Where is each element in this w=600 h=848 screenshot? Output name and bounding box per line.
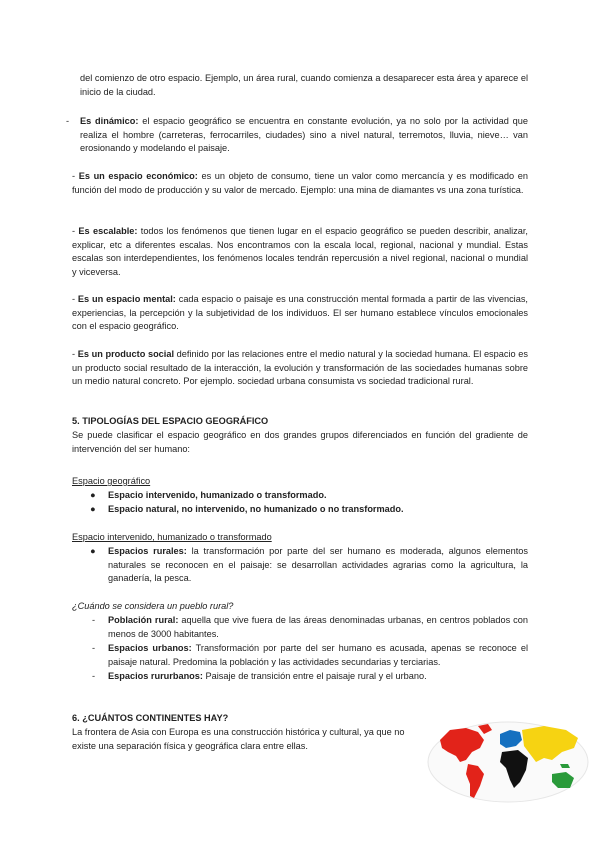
sub1-item-2: Espacio natural, no intervenido, no humanizado o no transformado. xyxy=(108,504,404,514)
dash-marker: - xyxy=(72,226,79,236)
feature-term: Es escalable: xyxy=(78,226,138,236)
dash-marker: - xyxy=(72,294,78,304)
dash-marker: - xyxy=(92,671,96,681)
feature-dinamico xyxy=(80,115,528,156)
feature-social xyxy=(72,348,528,389)
feature-text: definido por las relaciones entre el medio natural y la sociedad humana. El espacio es un producto social resultado de la interacción, la evolución y transformación de las sociedades humanas sobre un medio natural concreto. Por ejemplo. sociedad urbana consumista vs sociedad tradicional rural. xyxy=(72,349,528,387)
bullet-dot: ● xyxy=(90,490,96,500)
sub1-title: Espacio geográfico xyxy=(72,476,151,486)
feature-term: Es un producto social xyxy=(77,349,175,359)
feature-economico xyxy=(72,170,528,197)
bullet-dot: ● xyxy=(90,504,96,514)
item-text: Paisaje de transición entre el paisaje rural y el urbano. xyxy=(202,671,427,681)
section5-intro: Se puede clasificar el espacio geográfico en dos grandes grupos diferenciados en función del gradiente de intervención del ser humano: xyxy=(72,430,528,454)
dash-marker: - xyxy=(92,643,96,653)
q-item-espacios-urbanos xyxy=(108,642,528,669)
q-item-espacios-rururbanos xyxy=(108,670,528,684)
item-term: Espacios rururbanos: xyxy=(108,671,203,681)
q-item-poblacion-rural xyxy=(108,614,528,641)
item-text: Transformación por parte del ser humano es acusada, apenas se reconoce el paisaje natural. Predomina la población y las actividades secundarias y terciarias. xyxy=(108,643,528,667)
section6-heading: 6. ¿CUÁNTOS CONTINENTES HAY? xyxy=(72,713,229,723)
item-term: Espacios rurales: xyxy=(108,546,187,556)
section6-text: La frontera de Asia con Europa es una construcción histórica y cultural, ya que no existe una separación física y geográfica clara entre ellas. xyxy=(72,727,405,751)
feature-text: todos los fenómenos que tienen lugar en el espacio geográfico se pueden describir, analizar, explicar, etc a diferentes escalas. Nos encontramos con la escala local, regional, nacional y mundial. Estas escalas son interdependientes, los fenómenos locales tendrán repercusión a nivel regional, nacional o mundial y viceversa. xyxy=(72,226,528,277)
item-term: Población rural: xyxy=(108,615,179,625)
section5-heading: 5. TIPOLOGÍAS DEL ESPACIO GEOGRÁFICO xyxy=(72,416,269,426)
dash-marker: - xyxy=(92,615,96,625)
feature-text: cada espacio o paisaje es una construcción mental formada a partir de las vivencias, experiencias, la percepción y la subjetividad de los individuos. El ser humano establece vínculos emocionales con el espacio geográfico. xyxy=(72,294,528,332)
dash-marker: - xyxy=(66,116,70,126)
item-term: Espacios urbanos: xyxy=(108,643,192,653)
bullet-dot: ● xyxy=(90,546,96,556)
continents-world-map xyxy=(426,718,590,806)
feature-escalable xyxy=(72,225,528,279)
feature-text: el espacio geográfico se encuentra en constante evolución, ya no solo por la actividad que realiza el hombre (carreteras, ferrocarriles, ciudades) sino a nivel natural, terremotos, lluvia, nieve… van erosionando y modelando el paisaje. xyxy=(80,116,528,154)
feature-term: Es un espacio mental: xyxy=(77,294,176,304)
feature-term: Es dinámico: xyxy=(80,116,139,126)
sub2-title: Espacio intervenido, humanizado o transformado xyxy=(72,532,272,542)
sub1-item-1: Espacio intervenido, humanizado o transformado. xyxy=(108,490,327,500)
paragraph-top: del comienzo de otro espacio. Ejemplo, un área rural, cuando comienza a desaparecer esta área y aparece el inicio de la ciudad. xyxy=(80,73,528,97)
question-pueblo-rural: ¿Cuándo se considera un pueblo rural? xyxy=(72,601,234,611)
feature-term: Es un espacio económico: xyxy=(78,171,198,181)
feature-text: es un objeto de consumo, tiene un valor como mercancía y es modificado en función del modo de producción y su valor de mercado. Ejemplo: una mina de diamantes vs una zona turística. xyxy=(72,171,528,195)
item-text: la transformación por parte del ser humano es moderada, algunos elementos naturales se reconocen en el paisaje: se desarrollan actividades agrarias como la agricultura, la ganadería, la pesca. xyxy=(108,546,529,584)
sub2-item-rurales xyxy=(108,545,528,586)
item-text: aquella que vive fuera de las áreas denominadas urbanas, en centros poblados con menos de 3000 habitantes. xyxy=(108,615,528,639)
feature-mental xyxy=(72,293,528,334)
dash-marker: - xyxy=(72,349,78,359)
dash-marker: - xyxy=(72,171,79,181)
